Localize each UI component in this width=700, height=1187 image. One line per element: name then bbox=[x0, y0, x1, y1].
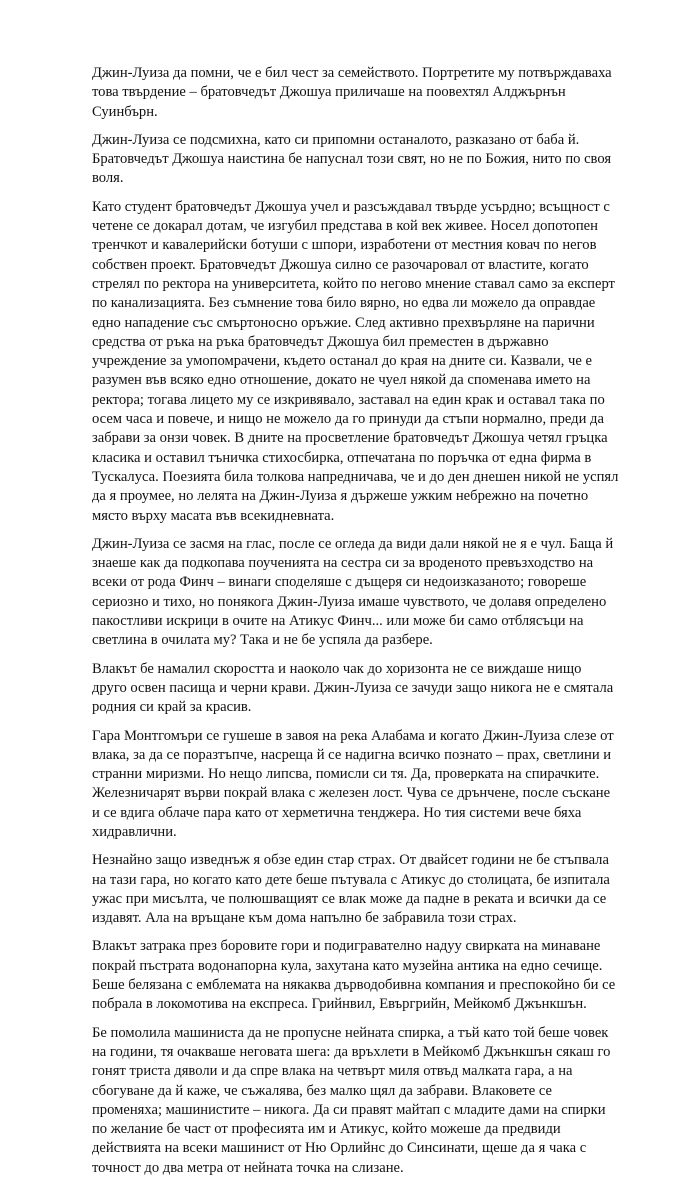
paragraph: Джин-Луиза се засмя на глас, после се огледа да види дали някой не я е чул. Баща й знаеше как да подкопава поученията на сестра си за вроденото превъзходство на всеки от рода Финч – винаги споделяше с дъщеря си недоизказаното; говореше сериозно и тихо, но понякога Джин-Луиза имаше чувството, че долавя определено пакостливи искрици в очите на Атикус Финч... или може би само отблясъци на светлина в очилата му? Така и не бе успяла да разбере. bbox=[92, 535, 614, 649]
paragraph: Джин-Луиза да помни, че е бил чест за семейството. Портретите му потвърждаваха това твърдение – братовчедът Джошуа приличаше на поовехтял Алджърнън Суинбърн. bbox=[92, 65, 612, 120]
paragraph: Като студент братовчедът Джошуа учел и разсъждавал твърде усърдно; всъщност с четене се докарал дотам, че изгубил представа в кой век живее. Носел допотопен тренчкот и кавалерийски ботуши с шпори, изработени от местния ковач по негов собствен проект. Братовчедът Джошуа силно се разочаровал от властите, когато стрелял по ректора на университета, който по негово мнение ставал само за експерт по канализацията. Без съмнение това било вярно, но едва ли можело да оправдае едно нападение със смъртоносно оръжие. След активно прехвърляне на парични средства от ръка на ръка братовчедът Джошуа бил преместен в държавно учреждение за умопомрачени, където останал до края на дните си. Казвали, че е разумен във всяко едно отношение, докато не чуел някой да споменава името на ректора; тогава лицето му се изкривявало, заставал на един крак и оставал така по осем часа и повече, и нищо не можело да го принуди да стъпи нормално, преди да забрави за онзи човек. В дните на просветление братовчедът Джошуа четял гръцка класика и оставил тъничка стихосбирка, отпечатана по поръчка от една фирма в Тускалуса. Поезията била толкова напредничава, че и до ден днешен никой не успял да я проумее, но лелята на Джин-Луиза я държеше ужким небрежно на почетно място върху масата във всекидневната. bbox=[92, 198, 619, 524]
paragraph: Бе помолила машиниста да не пропусне нейната спирка, а тъй като той беше човек на години, тя очакваше неговата шега: да връхлети в Мейкомб Джънкшън сякаш го гонят триста дяволи и да спре влака на четвърт миля отвъд малката гара, а на сбогуване да й каже, че съжалява, без малко щял да забрави. Влаковете се променяха; машинистите – никога. Да си правят майтап с младите дами на спирки по желание бе част от професията им и Атикус, който можеше да предвиди действията на всеки машинист от Ню Орлийнс до Синсинати, щеше да я чака с точност до два метра от нейната точка на слизане. bbox=[92, 1024, 611, 1176]
paragraph: Незнайно защо изведнъж я обзе един стар страх. От двайсет години не бе стъпвала на тази гара, но когато като дете беше пътувала с Атикус до столицата, бе изпитала ужас при мисълта, че полюшващият се влак може да падне в реката и всички да се издавят. Ала на връщане към дома напълно бе забравила този страх. bbox=[92, 852, 610, 927]
paragraph: Влакът затрака през боровите гори и подигравателно надуу свирката на минаване покрай пъстрата водонапорна кула, захутана като музейна антика на едно сечище. Беше белязана с емблемата на някаква дърводобивна компания и преспокойно би се побрала в локомотива на експреса. Грийнвил, Евъргрийн, Мейкомб Джънкшън. bbox=[92, 938, 616, 1013]
body-text bbox=[92, 64, 619, 1187]
paragraph: Гара Монтгомъри се гушеше в завоя на река Алабама и когато Джин-Луиза слезе от влака, за да се поразтъпче, насреща й се надигна всичко познато – прах, светлини и странни миризми. Но нещо липсва, помисли си тя. Да, проверката на спирачките. Железничарят върви покрай влака с железен лост. Чува се дрънчене, после съскане и се вдига облаче пара като от херметична тенджера. Но тия системи вече бяха хидравлични. bbox=[92, 727, 614, 840]
paragraph: Влакът бе намалил скоростта и наоколо чак до хоризонта не се виждаше нищо друго освен пасища и черни крави. Джин-Луиза се зачуди защо никога не е смятала родния си край за красив. bbox=[92, 660, 614, 716]
paragraph: Джин-Луиза се подсмихна, като си припомни останалото, разказано от баба й. Братовчедът Джошуа наистина бе напуснал този свят, но не по Божия, нито по своя воля. bbox=[92, 131, 612, 187]
